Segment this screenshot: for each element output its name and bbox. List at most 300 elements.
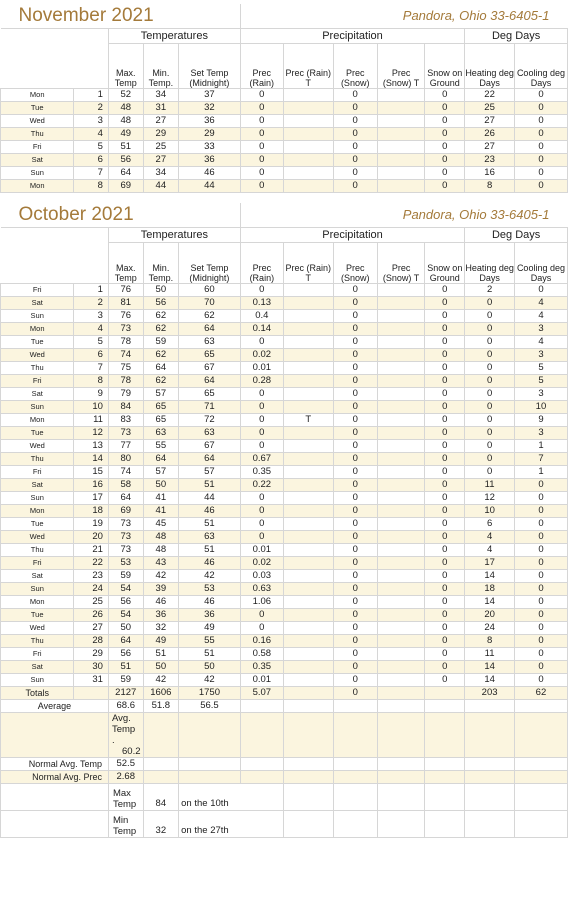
totals-min: 1606 [143,687,179,700]
set-temp-cell: 62 [179,310,241,323]
prec-snow-t-cell [377,440,425,453]
snow-ground-header: Snow on Ground [425,44,465,89]
max-temp-cell: 75 [108,362,143,375]
day-number-cell: 9 [74,388,109,401]
cooling-deg-days-cell: 0 [514,648,567,661]
prec-rain-cell: 0.67 [240,453,283,466]
day-row [1,479,568,492]
min-temp-cell: 42 [143,674,179,687]
max-temp-cell: 74 [108,466,143,479]
prec-snow-cell: 0 [333,401,377,414]
max-temp-cell: 74 [108,349,143,362]
snow-ground-cell: 0 [425,453,465,466]
max-temp-label: Max Temp [108,784,143,811]
day-row [1,531,568,544]
day-row [1,362,568,375]
avg-temp-label: Avg. Temp [111,713,136,735]
day-row [1,609,568,622]
prec-snow-t-cell [377,414,425,427]
set-temp-cell: 64 [179,323,241,336]
snow-ground-cell: 0 [425,323,465,336]
cooling-deg-days-cell: 0 [514,284,567,297]
heating-deg-days-cell: 0 [465,375,515,388]
weekday-cell: Thu [1,362,74,375]
heating-deg-days-cell: 4 [465,544,515,557]
cooling-deg-days-cell: 4 [514,336,567,349]
weekday-cell: Sat [1,388,74,401]
prec-rain-cell: 0.16 [240,635,283,648]
cooling-deg-days-cell: 4 [514,310,567,323]
set-temp-cell: 46 [179,557,241,570]
avg-temp-value: 60.2 [122,746,141,757]
totals-label: Totals [1,687,74,700]
weekday-cell: Mon [1,89,74,102]
heating-deg-days-cell: 22 [465,89,515,102]
min-temp-cell: 49 [143,635,179,648]
day-row [1,375,568,388]
min-temp-cell: 64 [143,362,179,375]
weekday-cell: Tue [1,609,74,622]
prec-rain-cell: 0 [240,531,283,544]
set-temp-cell: 55 [179,635,241,648]
weekday-cell: Wed [1,440,74,453]
day-row [1,635,568,648]
cooling-deg-days-cell: 0 [514,557,567,570]
min-temp-cell: 34 [143,89,179,102]
heating-deg-days-cell: 8 [465,635,515,648]
cooling-deg-days-cell: 0 [514,518,567,531]
cooling-deg-days-cell: 4 [514,297,567,310]
normal-avg-temp-row [1,758,568,771]
prec-rain-t-cell [283,466,333,479]
weekday-cell: Sat [1,154,74,167]
avg-temp-dot: . [111,735,115,746]
prec-snow-t-cell [377,622,425,635]
prec-snow-cell: 0 [333,557,377,570]
day-row [1,349,568,362]
prec-rain-t-cell [283,544,333,557]
set-temp-header: Set Temp (Midnight) [179,243,241,284]
station-location: Pandora, Ohio 33-6405-1 [240,4,567,29]
max-temp-cell: 59 [108,674,143,687]
cooling-deg-days-cell: 0 [514,674,567,687]
prec-snow-t-cell [377,557,425,570]
prec-rain-t-cell [283,622,333,635]
prec-snow-cell: 0 [333,479,377,492]
station-location: Pandora, Ohio 33-6405-1 [240,203,567,228]
prec-rain-cell: 0 [240,609,283,622]
prec-rain-t-cell [283,583,333,596]
prec-snow-t-cell [377,609,425,622]
heating-deg-days-cell: 10 [465,505,515,518]
month-title: November 2021 [1,4,241,29]
snow-ground-cell: 0 [425,492,465,505]
day-number-cell: 1 [74,89,109,102]
cooling-deg-days-cell: 0 [514,583,567,596]
day-number-cell: 27 [74,622,109,635]
set-temp-cell: 51 [179,648,241,661]
month-title: October 2021 [1,203,241,228]
prec-rain-cell: 0 [240,141,283,154]
max-temp-value: 84 [143,784,179,811]
set-temp-cell: 46 [179,596,241,609]
max-temp-cell: 53 [108,557,143,570]
precipitation-header: Precipitation [240,29,465,44]
max-temp-cell: 50 [108,622,143,635]
heating-deg-days-cell: 0 [465,440,515,453]
set-temp-cell: 46 [179,505,241,518]
snow-ground-cell: 0 [425,141,465,154]
day-number-cell: 2 [74,297,109,310]
heating-deg-days-cell: 0 [465,453,515,466]
set-temp-cell: 70 [179,297,241,310]
snow-ground-cell: 0 [425,622,465,635]
prec-snow-t-cell [377,115,425,128]
weekday-cell: Sun [1,401,74,414]
min-temp-label: Min Temp [108,811,143,838]
snow-ground-cell: 0 [425,115,465,128]
prec-snow-t-cell [377,362,425,375]
cooling-deg-days-cell: 0 [514,505,567,518]
prec-rain-t-cell [283,375,333,388]
day-row [1,180,568,193]
day-number-cell: 8 [74,375,109,388]
weekday-cell: Sat [1,570,74,583]
weekday-cell: Sun [1,310,74,323]
prec-rain-t-cell [283,167,333,180]
max-temp-cell: 64 [108,167,143,180]
prec-rain-cell: 0.58 [240,648,283,661]
heating-deg-days-cell: 0 [465,362,515,375]
heating-deg-days-cell: 2 [465,284,515,297]
weekday-cell: Tue [1,336,74,349]
prec-rain-cell: 0.01 [240,674,283,687]
min-temp-cell: 65 [143,414,179,427]
day-number-cell: 15 [74,466,109,479]
set-temp-cell: 72 [179,414,241,427]
prec-snow-cell: 0 [333,310,377,323]
prec-rain-cell: 0 [240,102,283,115]
day-number-cell: 1 [74,284,109,297]
snow-ground-cell: 0 [425,102,465,115]
heating-deg-days-cell: 16 [465,167,515,180]
min-temp-cell: 39 [143,583,179,596]
prec-snow-t-cell [377,479,425,492]
snow-ground-cell: 0 [425,661,465,674]
max-temp-cell: 48 [108,102,143,115]
prec-rain-t-cell [283,648,333,661]
max-temp-cell: 64 [108,492,143,505]
totals-max: 2127 [108,687,143,700]
day-row [1,297,568,310]
cooling-deg-days-cell: 0 [514,492,567,505]
snow-ground-cell: 0 [425,635,465,648]
day-row [1,583,568,596]
prec-snow-t-cell [377,375,425,388]
snow-ground-cell: 0 [425,297,465,310]
day-number-cell: 16 [74,479,109,492]
day-number-cell: 21 [74,544,109,557]
snow-ground-cell: 0 [425,440,465,453]
heating-deg-days-cell: 18 [465,583,515,596]
prec-rain-cell: 0 [240,154,283,167]
min-temp-cell: 44 [143,180,179,193]
day-number-cell: 12 [74,427,109,440]
heating-deg-days-cell: 14 [465,661,515,674]
snow-ground-cell: 0 [425,505,465,518]
prec-rain-t-cell: T [283,414,333,427]
min-temp-cell: 41 [143,505,179,518]
prec-snow-t-cell [377,596,425,609]
min-temp-cell: 62 [143,310,179,323]
prec-snow-t-cell [377,661,425,674]
heating-deg-days-cell: 23 [465,154,515,167]
cooling-deg-days-cell: 0 [514,531,567,544]
prec-rain-header: Prec (Rain) [240,243,283,284]
summary-section [1,687,568,838]
day-number-cell: 6 [74,349,109,362]
temperatures-header: Temperatures [108,29,240,44]
prec-rain-t-cell [283,492,333,505]
prec-rain-t-cell [283,635,333,648]
day-number-cell: 22 [74,557,109,570]
day-row [1,505,568,518]
heating-deg-days-cell: 26 [465,128,515,141]
set-temp-cell: 51 [179,544,241,557]
prec-rain-t-cell [283,323,333,336]
prec-snow-cell: 0 [333,336,377,349]
heating-deg-days-cell: 0 [465,466,515,479]
snow-ground-cell: 0 [425,531,465,544]
prec-rain-t-cell [283,479,333,492]
prec-rain-t-cell [283,89,333,102]
normal-avg-prec-value: 2.68 [108,771,143,784]
min-temp-cell: 29 [143,128,179,141]
november-table [0,4,568,193]
october-table [0,203,568,838]
min-temp-cell: 48 [143,544,179,557]
cooling-header: Cooling deg Days [514,44,567,89]
prec-rain-t-cell [283,154,333,167]
prec-rain-cell: 0 [240,167,283,180]
prec-snow-cell: 0 [333,141,377,154]
prec-snow-cell: 0 [333,427,377,440]
cooling-deg-days-cell: 3 [514,349,567,362]
min-temp-header: Min. Temp. [143,44,179,89]
set-temp-cell: 42 [179,674,241,687]
prec-snow-cell: 0 [333,362,377,375]
prec-snow-t-cell [377,427,425,440]
prec-snow-t-cell [377,89,425,102]
prec-rain-cell: 0.35 [240,466,283,479]
day-number-cell: 19 [74,518,109,531]
max-temp-cell: 69 [108,180,143,193]
min-temp-cell: 25 [143,141,179,154]
weekday-cell: Fri [1,557,74,570]
min-temp-cell: 36 [143,609,179,622]
cooling-deg-days-cell: 0 [514,167,567,180]
min-temp-cell: 31 [143,102,179,115]
set-temp-cell: 67 [179,362,241,375]
prec-rain-cell: 0 [240,414,283,427]
heating-deg-days-cell: 0 [465,336,515,349]
prec-rain-t-cell [283,310,333,323]
snow-ground-cell: 0 [425,362,465,375]
prec-snow-header: Prec (Snow) [333,44,377,89]
prec-rain-t-cell [283,505,333,518]
day-row [1,596,568,609]
prec-rain-t-cell [283,141,333,154]
day-number-cell: 24 [74,583,109,596]
min-temp-cell: 62 [143,375,179,388]
totals-heating: 203 [465,687,515,700]
prec-rain-cell: 0 [240,492,283,505]
prec-snow-cell: 0 [333,375,377,388]
day-number-cell: 29 [74,648,109,661]
average-label: Average [1,700,109,713]
set-temp-cell: 63 [179,336,241,349]
snow-ground-cell: 0 [425,609,465,622]
min-temp-cell: 32 [143,622,179,635]
prec-rain-t-cell [283,349,333,362]
avg-temp-cell [108,713,143,758]
cooling-deg-days-cell: 0 [514,596,567,609]
prec-snow-t-cell [377,167,425,180]
min-temp-cell: 43 [143,557,179,570]
weekday-cell: Fri [1,466,74,479]
avg-temp-row [1,713,568,758]
max-temp-cell: 51 [108,141,143,154]
day-row [1,492,568,505]
day-row [1,154,568,167]
min-temp-note: on the 27th [179,811,284,838]
snow-ground-cell: 0 [425,544,465,557]
day-row [1,674,568,687]
weekday-cell: Tue [1,102,74,115]
heating-header: Heating deg Days [465,243,515,284]
prec-rain-t-cell [283,362,333,375]
normal-avg-prec-row [1,771,568,784]
weekday-cell: Fri [1,141,74,154]
prec-snow-cell: 0 [333,596,377,609]
prec-rain-cell: 0 [240,505,283,518]
snow-ground-cell: 0 [425,375,465,388]
prec-snow-t-cell [377,531,425,544]
set-temp-cell: 51 [179,518,241,531]
max-temp-cell: 48 [108,115,143,128]
november-rows [1,89,568,193]
normal-avg-temp-label: Normal Avg. Temp [1,758,109,771]
prec-snow-t-cell [377,492,425,505]
prec-rain-t-cell [283,609,333,622]
snow-ground-cell: 0 [425,128,465,141]
heating-deg-days-cell: 27 [465,141,515,154]
prec-rain-cell: 0 [240,388,283,401]
max-temp-cell: 69 [108,505,143,518]
max-temp-cell: 77 [108,440,143,453]
prec-rain-t-cell [283,115,333,128]
snow-ground-cell: 0 [425,167,465,180]
prec-snow-cell: 0 [333,635,377,648]
heating-deg-days-cell: 11 [465,648,515,661]
min-temp-cell: 41 [143,492,179,505]
cooling-deg-days-cell: 0 [514,154,567,167]
day-number-cell: 2 [74,102,109,115]
snow-ground-cell: 0 [425,479,465,492]
prec-rain-t-cell [283,674,333,687]
min-temp-cell: 62 [143,349,179,362]
weekday-cell: Mon [1,180,74,193]
prec-rain-cell: 0 [240,284,283,297]
day-row [1,167,568,180]
average-row [1,700,568,713]
prec-snow-cell: 0 [333,440,377,453]
prec-snow-t-cell [377,466,425,479]
day-row [1,518,568,531]
weekday-cell: Sat [1,661,74,674]
day-number-cell: 11 [74,414,109,427]
set-temp-cell: 53 [179,583,241,596]
prec-snow-t-cell [377,635,425,648]
set-temp-cell: 64 [179,375,241,388]
day-number-cell: 13 [74,440,109,453]
prec-snow-t-header: Prec (Snow) T [377,44,425,89]
prec-snow-cell: 0 [333,349,377,362]
prec-rain-cell: 0 [240,440,283,453]
set-temp-cell: 65 [179,349,241,362]
set-temp-cell: 64 [179,453,241,466]
prec-rain-cell: 0.01 [240,544,283,557]
cooling-deg-days-cell: 10 [514,401,567,414]
min-temp-row [1,811,568,838]
deg-days-header: Deg Days [465,29,568,44]
day-number-cell: 30 [74,661,109,674]
prec-snow-t-cell [377,141,425,154]
max-temp-cell: 73 [108,544,143,557]
prec-rain-cell: 0 [240,336,283,349]
prec-snow-cell: 0 [333,661,377,674]
heating-deg-days-cell: 27 [465,115,515,128]
prec-snow-cell: 0 [333,89,377,102]
min-temp-cell: 51 [143,648,179,661]
day-number-cell: 31 [74,674,109,687]
max-temp-cell: 49 [108,128,143,141]
prec-snow-t-cell [377,583,425,596]
prec-snow-t-cell [377,453,425,466]
weekday-cell: Thu [1,453,74,466]
min-temp-cell: 63 [143,427,179,440]
prec-rain-cell: 0.4 [240,310,283,323]
set-temp-cell: 29 [179,128,241,141]
set-temp-cell: 36 [179,154,241,167]
cooling-deg-days-cell: 0 [514,89,567,102]
deg-days-header: Deg Days [465,228,568,243]
prec-rain-cell: 0.14 [240,323,283,336]
average-max: 68.6 [108,700,143,713]
snow-ground-cell: 0 [425,674,465,687]
max-temp-cell: 79 [108,388,143,401]
max-temp-header: Max. Temp [108,44,143,89]
min-temp-header: Min. Temp. [143,243,179,284]
set-temp-cell: 63 [179,531,241,544]
max-temp-cell: 84 [108,401,143,414]
day-number-cell: 5 [74,336,109,349]
set-temp-cell: 65 [179,388,241,401]
min-temp-cell: 55 [143,440,179,453]
prec-rain-t-cell [283,570,333,583]
prec-rain-cell: 0 [240,89,283,102]
day-row [1,310,568,323]
